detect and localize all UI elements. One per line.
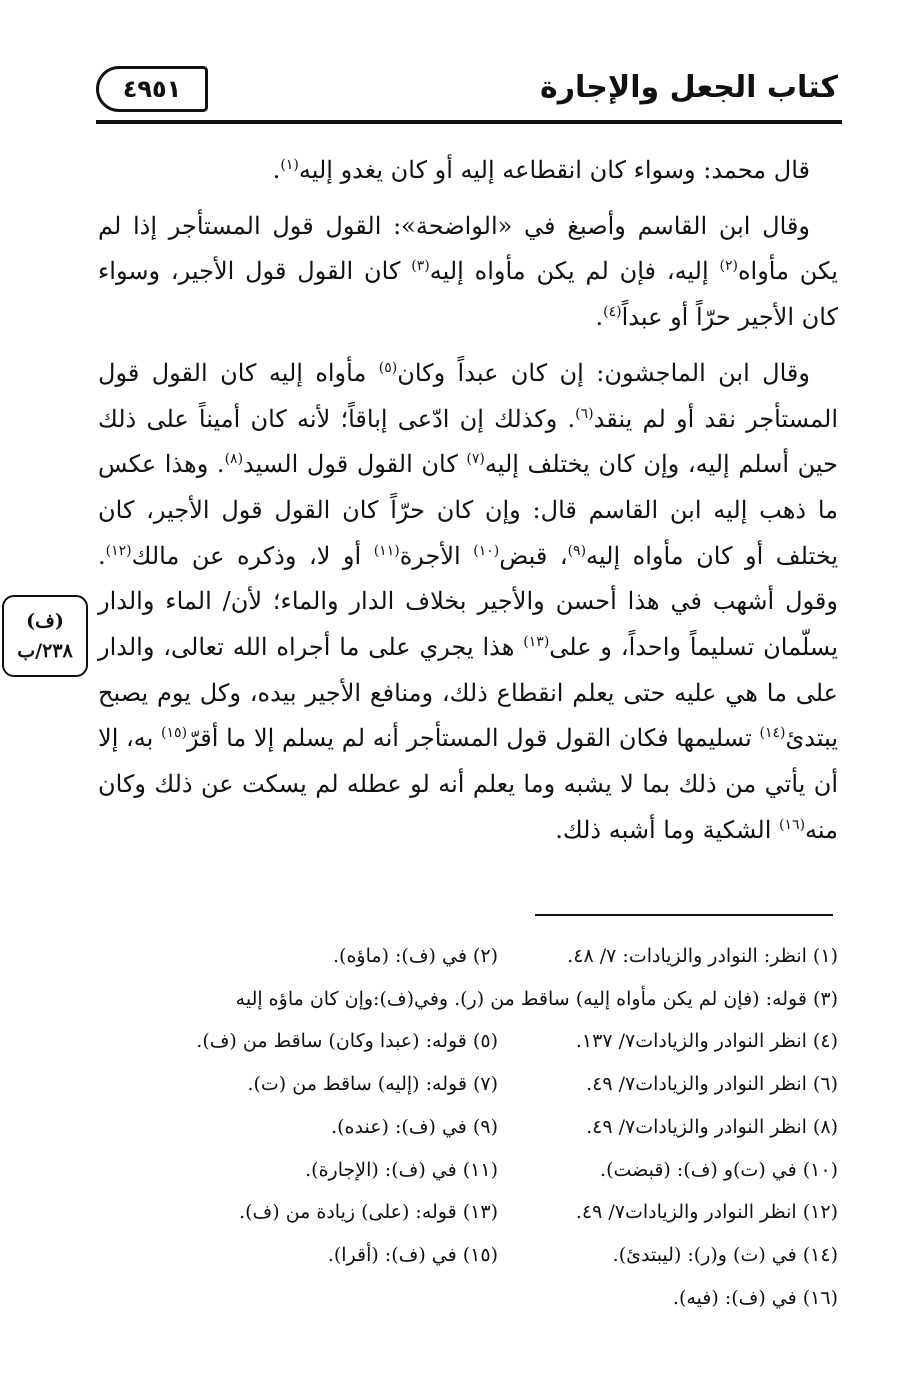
page-number: ٤٩٥١: [122, 75, 182, 103]
footnote-row: [120, 1149, 838, 1192]
text-run: ، قبض: [499, 541, 568, 570]
footnote-ref: (٣): [411, 258, 430, 275]
header-rule: [96, 120, 842, 124]
folio-number: ٢٣٨/ب: [17, 640, 73, 662]
text-run: .: [595, 303, 604, 332]
footnote-ref: (٦): [575, 405, 594, 422]
text-run: كان القول قول الأجير، وسواء كان الأجير حرّاً أو عبداً: [98, 257, 838, 332]
footnote-16: (١٦) في (ف): (فيه).: [672, 1286, 838, 1309]
text-run: كان القول قول السيد: [243, 450, 467, 479]
text-run: .: [272, 156, 281, 184]
paragraph-3: [98, 351, 838, 854]
footnote-ref: (١١): [373, 542, 400, 559]
footnote-4: (٤) انظر النوادر والزيادات٧/ ١٣٧.: [575, 1030, 838, 1053]
footnote-ref: (١): [280, 157, 299, 173]
text-run: . وهذا عكس ما ذهب إليه ابن القاسم قال: وإن كان حرّاً كان القول قول الأجير، كان يختلف أو كان مأواه إليه: [98, 450, 839, 570]
footnote-ref: (١٢): [105, 542, 132, 559]
footnote-10: (١٠) في (ت)و (ف): (قبضت).: [600, 1158, 838, 1181]
footnote-ref: (٨): [224, 451, 244, 468]
footnote-row: [120, 1234, 838, 1277]
footnote-row: [120, 1191, 838, 1234]
footnote-5: (٥) قوله: (عبدا وكان) ساقط من (ف).: [196, 1030, 498, 1053]
paragraph-1: [98, 148, 838, 194]
text-run: وقال ابن الماجشون: إن كان عبداً وكان: [397, 358, 810, 387]
footnote-3: (٣) قوله: (فإن لم يكن مأواه إليه) ساقط من (ر). وفي(ف):وإن كان ماؤه إليه: [235, 987, 838, 1010]
footnote-ref: (١٦): [779, 816, 806, 833]
text-run: وقال ابن القاسم وأصبغ في «الواضحة»: القول قول المستأجر إذا لم يكن مأواه: [98, 211, 838, 286]
text-run: الأجرة: [399, 541, 474, 570]
footnote-7: (٧) قوله: (إليه) ساقط من (ت).: [247, 1073, 498, 1096]
footnote-ref: (٤): [603, 304, 622, 321]
main-text: [98, 148, 838, 864]
text-run: مأواه إليه كان القول قول المستأجر نقد أو لم ينقد: [98, 358, 838, 433]
footnote-9: (٩) في (ف): (عنده).: [331, 1115, 498, 1138]
footnote-separator: [535, 914, 833, 916]
footnotes: [120, 935, 838, 1319]
text-run: . وكذلك إن ادّعى إباقاً؛ لأنه كان أميناً على ذلك حين أسلم إليه، وإن كان يختلف إليه: [98, 404, 838, 479]
text-run: قال محمد: وسواء كان انقطاعه إليه أو كان يغدو إليه: [298, 156, 810, 184]
text-run: . وقول أشهب في هذا أحسن والأجير بخلاف الدار والماء؛ لأن/ الماء والدار يسلّمان تسليماً واحداً، و على: [98, 541, 839, 662]
footnote-row: [120, 1106, 838, 1149]
text-run: الشكية وما أشبه ذلك.: [555, 815, 780, 844]
footnote-ref: (٧): [466, 451, 485, 468]
text-run: به، إلا أن يأتي من ذلك بما لا يشبه وما يعلم أنه لو عطله لم يسكت عن ذلك وكان منه: [98, 724, 838, 844]
footnote-12: (١٢) انظر النوادر والزيادات٧/ ٤٩.: [575, 1201, 838, 1224]
paragraph-2: [98, 204, 838, 341]
text-run: هذا يجري على ما أجراه الله تعالى، والدار على ما هي عليه حتى يعلم انقطاع ذلك، ومنافع الأجير بيده، وكل يوم يصبح يبتدئ: [98, 633, 839, 753]
folio-source: (ف): [26, 610, 64, 632]
footnote-row: [120, 1063, 838, 1106]
text-run: أو لا، وذكره عن مالك: [131, 541, 374, 570]
footnote-ref: (١٥): [161, 725, 188, 742]
footnote-ref: (١٤): [759, 725, 786, 742]
text-run: إليه، فإن لم يكن مأواه إليه: [429, 257, 720, 286]
page-number-badge: [96, 66, 208, 112]
footnote-ref: (٥): [378, 359, 398, 376]
footnote-6: (٦) انظر النوادر والزيادات٧/ ٤٩.: [586, 1073, 838, 1096]
running-head-title: كتاب الجعل والإجارة: [539, 70, 838, 105]
footnote-ref: (٢): [719, 258, 738, 275]
footnote-1: (١) انظر: النوادر والزيادات: ٧/ ٤٨.: [567, 945, 838, 967]
manuscript-folio-marker: [2, 595, 88, 677]
text-run: تسليمها فكان القول قول المستأجر أنه لم يسلم إلا ما أقرّ: [187, 724, 760, 753]
footnote-15: (١٥) في (ف): (أقرا).: [327, 1243, 498, 1266]
footnote-ref: (١٣): [523, 634, 550, 651]
footnote-8: (٨) انظر النوادر والزيادات٧/ ٤٩.: [586, 1115, 838, 1138]
footnote-row: [120, 1020, 838, 1063]
footnote-ref: (١٠): [473, 542, 500, 559]
footnote-2: (٢) في (ف): (ماؤه).: [333, 945, 498, 967]
footnote-11: (١١) في (ف): (الإجارة).: [305, 1158, 498, 1181]
footnote-row: [120, 935, 838, 978]
footnote-ref: (٩): [567, 542, 587, 559]
footnote-13: (١٣) قوله: (على) زيادة من (ف).: [239, 1201, 498, 1224]
footnote-14: (١٤) في (ت) و(ر): (ليبتدئ).: [612, 1243, 838, 1266]
